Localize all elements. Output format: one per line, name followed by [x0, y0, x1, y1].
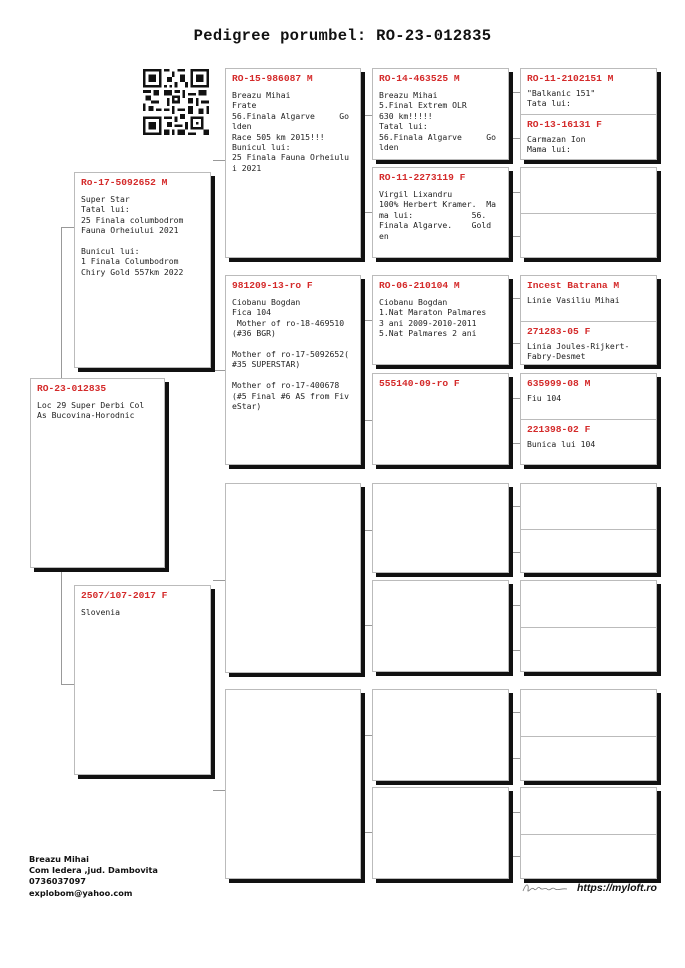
- connector-line: [510, 192, 520, 193]
- connector-line: [510, 812, 520, 813]
- connector-line: [61, 227, 62, 379]
- connector-line: [213, 580, 225, 581]
- pigeon-info: Ciobanu Bogdan Fica 104 Mother of ro-18-469510 (#36 BGR) Mother of ro-17-5092652( #35 SUPERSTAR) Mother of ro-17-400678 (#5 Final #6 AS from Fiv eStar): [232, 297, 349, 412]
- qr-code-icon: [143, 69, 209, 135]
- pigeon-card-empty[interactable]: [372, 787, 509, 879]
- pigeon-info: Breazu Mihai 5.Final Extrem OLR 630 km!!!!! Tatal lui: 56.Finala Algarve Go lden: [379, 90, 496, 153]
- connector-line: [61, 684, 75, 685]
- connector-line: [510, 758, 520, 759]
- pigeon-card-sire[interactable]: [74, 172, 211, 368]
- connector-line: [510, 138, 520, 139]
- ring-number: RO-13-16131 F: [527, 119, 602, 130]
- owner-contact: [29, 854, 158, 899]
- owner-email[interactable]: explobom@yahoo.com: [29, 887, 133, 898]
- ring-number: Incest Batrana M: [527, 280, 620, 291]
- page-title: Pedigree porumbel: RO-23-012835: [193, 27, 492, 45]
- pigeon-card-ssd[interactable]: [372, 167, 509, 258]
- pigeon-card-sire-dam[interactable]: [225, 275, 361, 465]
- pigeon-info: Linia Joules-Rijkert- Fabry-Desmet: [527, 341, 630, 362]
- pigeon-card-gen4-pair[interactable]: [520, 68, 657, 160]
- ring-number: 271283-05 F: [527, 326, 591, 337]
- connector-line: [213, 160, 225, 161]
- pigeon-info: Virgil Lixandru 100% Herbert Kramer. Ma ma lui: 56. Finala Algarve. Gold en: [379, 189, 496, 241]
- pigeon-info: Fiu 104: [527, 393, 562, 403]
- connector-line: [362, 625, 372, 626]
- connector-line: [510, 506, 520, 507]
- pigeon-card-gen4-pair[interactable]: [520, 580, 657, 672]
- pigeon-card-gen4-pair[interactable]: [520, 275, 657, 365]
- pigeon-card-gen4-pair[interactable]: [520, 373, 657, 465]
- connector-line: [362, 212, 372, 213]
- connector-line: [213, 370, 225, 371]
- pigeon-info: Slovenia: [81, 607, 120, 617]
- pigeon-info: Breazu Mihai Frate 56.Finala Algarve Go lden Race 505 km 2015!!! Bunicul lui: 25 Finala Fauna Orheiulu i 2021: [232, 90, 349, 173]
- ring-number: RO-23-012835: [37, 383, 107, 394]
- ring-number: 221398-02 F: [527, 424, 591, 435]
- connector-line: [510, 92, 520, 93]
- website-link[interactable]: https://myloft.ro: [577, 882, 657, 894]
- connector-line: [510, 552, 520, 553]
- pigeon-card-empty[interactable]: [225, 689, 361, 879]
- connector-line: [61, 227, 75, 228]
- connector-line: [362, 530, 372, 531]
- connector-line: [510, 236, 520, 237]
- pigeon-card-empty[interactable]: [225, 483, 361, 673]
- connector-line: [362, 320, 372, 321]
- connector-line: [510, 298, 520, 299]
- connector-line: [362, 115, 372, 116]
- pigeon-card-gen4-pair[interactable]: [520, 483, 657, 573]
- connector-line: [510, 398, 520, 399]
- connector-line: [510, 856, 520, 857]
- connector-line: [362, 420, 372, 421]
- ring-number: 981209-13-ro F: [232, 280, 313, 291]
- pigeon-card-empty[interactable]: [372, 580, 509, 672]
- card-divider: [521, 627, 656, 628]
- pigeon-card-empty[interactable]: [372, 483, 509, 573]
- signature-icon: [521, 880, 569, 896]
- ring-number: 555140-09-ro F: [379, 378, 460, 389]
- ring-number: Ro-17-5092652 M: [81, 177, 168, 188]
- pigeon-card-empty[interactable]: [372, 689, 509, 781]
- pigeon-info: Loc 29 Super Derbi Col As Bucovina-Horodnic: [37, 400, 145, 421]
- pigeon-info: Super Star Tatal lui: 25 Finala columbodrom Fauna Orheiului 2021 Bunicul lui: 1 Finala Columbodrom Chiry Gold 557km 2022: [81, 194, 184, 277]
- connector-line: [362, 832, 372, 833]
- owner-phone: 0736037097: [29, 876, 86, 887]
- connector-line: [61, 568, 62, 685]
- connector-line: [510, 650, 520, 651]
- pigeon-card-subject[interactable]: [30, 378, 165, 568]
- pigeon-card-gen4-pair[interactable]: [520, 167, 657, 258]
- pigeon-card-sdd[interactable]: [372, 373, 509, 465]
- ring-number: RO-14-463525 M: [379, 73, 460, 84]
- pigeon-info: "Balkanic 151" Tata lui:: [527, 88, 596, 109]
- connector-line: [510, 712, 520, 713]
- ring-number: RO-15-986087 M: [232, 73, 313, 84]
- pigeon-card-dam[interactable]: [74, 585, 211, 775]
- pigeon-info: Linie Vasiliu Mihai: [527, 295, 620, 305]
- pigeon-card-sire-sire[interactable]: [225, 68, 361, 258]
- pigeon-info: Carmazan Ion Mama lui:: [527, 134, 586, 155]
- ring-number: 635999-08 M: [527, 378, 591, 389]
- pigeon-card-gen4-pair[interactable]: [520, 689, 657, 781]
- card-divider: [521, 529, 656, 530]
- pigeon-info: Bunica lui 104: [527, 439, 596, 449]
- connector-line: [362, 735, 372, 736]
- card-divider: [521, 213, 656, 214]
- card-divider: [521, 834, 656, 835]
- connector-line: [213, 790, 225, 791]
- owner-address: Com Iedera ,jud. Dambovita: [29, 865, 158, 876]
- connector-line: [510, 443, 520, 444]
- card-divider: [521, 736, 656, 737]
- pigeon-info: Ciobanu Bogdan 1.Nat Maraton Palmares 3 ani 2009-2010-2011 5.Nat Palmares 2 ani: [379, 297, 487, 339]
- ring-number: RO-06-210104 M: [379, 280, 460, 291]
- ring-number: RO-11-2102151 M: [527, 73, 614, 84]
- pigeon-card-sds[interactable]: [372, 275, 509, 365]
- pigeon-card-sss[interactable]: [372, 68, 509, 160]
- pigeon-card-gen4-pair[interactable]: [520, 787, 657, 879]
- connector-line: [510, 605, 520, 606]
- connector-line: [510, 343, 520, 344]
- owner-name: Breazu Mihai: [29, 854, 89, 864]
- ring-number: 2507/107-2017 F: [81, 590, 168, 601]
- ring-number: RO-11-2273119 F: [379, 172, 466, 183]
